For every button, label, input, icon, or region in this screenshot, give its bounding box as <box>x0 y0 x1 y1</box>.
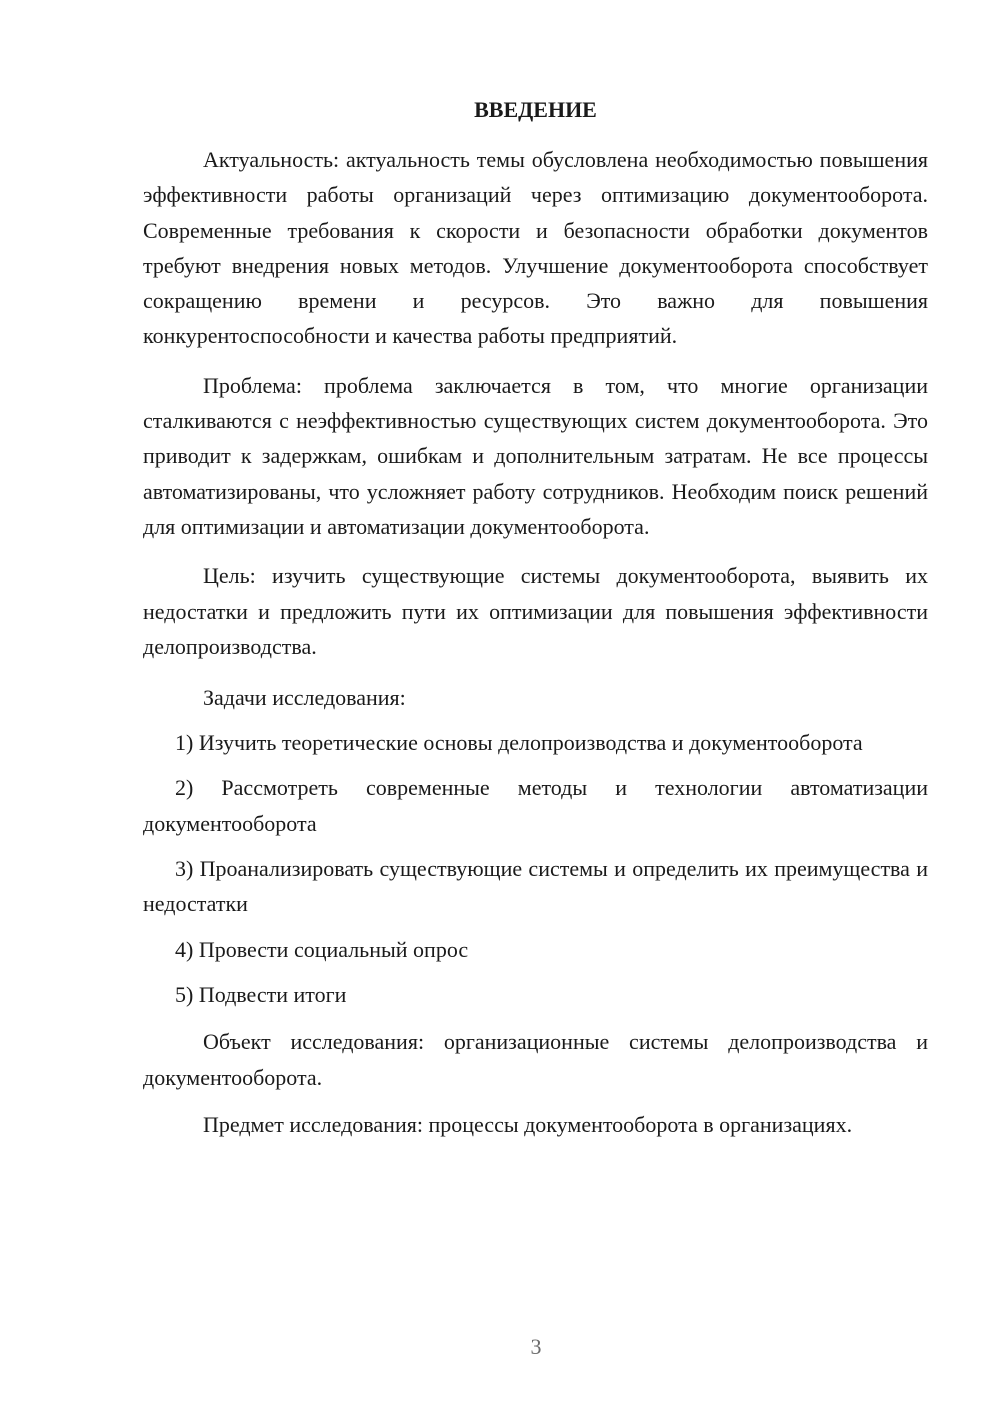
task-item-1: 1) Изучить теоретические основы делопроизводства и документооборота <box>175 730 863 756</box>
task-item-5: 5) Подвести итоги <box>175 981 347 1007</box>
problem-paragraph: Проблема: проблема заключается в том, что многие организации сталкиваются с неэффективностью существующих систем документооборота. Это приводит к задержкам, ошибкам и дополнительным затратам. Не все процессы автоматизированы, что усложняет работу сотрудников. Необходим поиск решений для оптимизации и автоматизации документооборота. <box>143 372 928 539</box>
task-item-2: 2) Рассмотреть современные методы и технологии автоматизации документооборота <box>143 775 928 836</box>
task-item-4: 4) Провести социальный опрос <box>175 936 469 962</box>
goal-paragraph: Цель: изучить существующие системы документооборота, выявить их недостатки и предложить пути их оптимизации для повышения эффективности делопроизводства. <box>143 563 928 659</box>
document-page <box>143 94 928 1142</box>
tasks-heading: Задачи исследования: <box>203 685 406 711</box>
page-number: 3 <box>530 1334 542 1359</box>
object-paragraph: Объект исследования: организационные системы делопроизводства и документооборота. <box>143 1029 928 1090</box>
relevance-paragraph: Актуальность: актуальность темы обусловлена необходимостью повышения эффективности работы организаций через оптимизацию документооборота. Современные требования к скорости и безопасности обработки документов требуют внедрения новых методов. Улучшение документооборота способствует сокращению времени и ресурсов. Это важно для повышения конкурентоспособности и качества работы предприятий. <box>143 147 928 349</box>
task-item-3: 3) Проанализировать существующие системы и определить их преимущества и недостатки <box>143 856 928 917</box>
tasks-list <box>143 725 928 1012</box>
subject-paragraph: Предмет исследования: процессы документооборота в организациях. <box>203 1111 853 1137</box>
page-title: ВВЕДЕНИЕ <box>474 97 597 122</box>
